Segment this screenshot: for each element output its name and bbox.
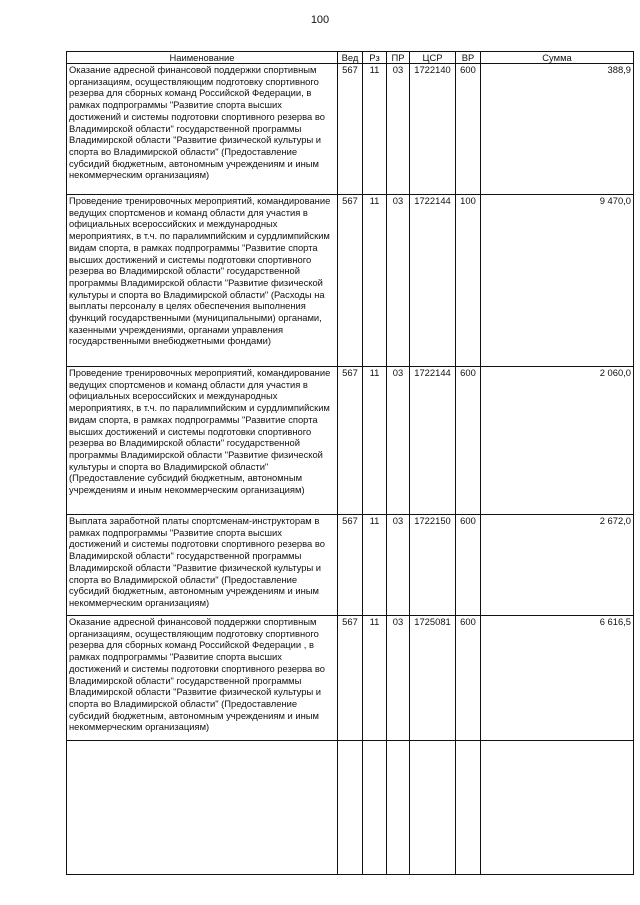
- cell-sum: 388,9: [481, 64, 634, 195]
- cell-ved: 567: [338, 195, 363, 367]
- cell-rz: 11: [363, 195, 387, 367]
- cell-ved: [338, 741, 363, 875]
- cell-vr: [456, 741, 481, 875]
- cell-name: Оказание адресной финансовой поддержки спортивным организациям, осуществляющим подготовку спортивного резерва для сборных команд Российской Федерации, в рамках подпрограммы "Развитие спорта высших достижений и системы подготовки спортивного резерва во Владимирской области" государственной программы Владимирской области "Развитие физической культуры и спорта во Владимирской области" (Предоставление субсидий бюджетным, автономным учреждениям и иным некоммерческим организациям): [67, 64, 338, 195]
- header-sum: Сумма: [481, 52, 634, 64]
- cell-csr: 1722140: [410, 64, 456, 195]
- header-name: Наименование: [67, 52, 338, 64]
- cell-csr: 1722150: [410, 515, 456, 616]
- cell-vr: 600: [456, 64, 481, 195]
- table-row: [67, 515, 634, 616]
- cell-sum: [481, 741, 634, 875]
- table-row: [67, 616, 634, 741]
- cell-rz: 11: [363, 515, 387, 616]
- cell-vr: 600: [456, 515, 481, 616]
- cell-name: Проведение тренировочных мероприятий, командирование ведущих спортсменов и команд области для участия в официальных всероссийских и международных мероприятиях, в т.ч. по паралимпийским и сурдлимпийским видам спорта, в рамках подпрограммы "Развитие спорта высших достижений и системы подготовки спортивного резерва во Владимирской области" государственной программы Владимирской области "Развитие физической культуры и спорта во Владимирской области" (Расходы на выплаты персоналу в целях обеспечения выполнения функций государственными (муниципальными) органами, казенными учреждениями, органами управления государственными внебюджетными фондами): [67, 195, 338, 367]
- table-row-empty: [67, 741, 634, 875]
- cell-csr: 1725081: [410, 616, 456, 741]
- budget-table: [66, 51, 634, 875]
- cell-ved: 567: [338, 616, 363, 741]
- cell-vr: 600: [456, 367, 481, 515]
- cell-name: Проведение тренировочных мероприятий, командирование ведущих спортсменов и команд области для участия в официальных всероссийских и международных мероприятиях, в т.ч. по паралимпийским и сурдлимпийским видам спорта, в рамках подпрограммы "Развитие спорта высших достижений и системы подготовки спортивного резерва во Владимирской области" государственной программы Владимирской области "Развитие физической культуры и спорта во Владимирской области" (Предоставление субсидий бюджетным, автономным учреждениям и иным некоммерческим организациям): [67, 367, 338, 515]
- cell-rz: 11: [363, 367, 387, 515]
- cell-pr: 03: [387, 64, 410, 195]
- cell-name: Оказание адресной финансовой поддержки спортивным организациям, осуществляющим подготовку спортивного резерва для сборных команд Российской Федерации , в рамках подпрограммы "Развитие спорта высших достижений и системы подготовки спортивного резерва во Владимирской области" государственной программы Владимирской области "Развитие физической культуры и спорта во Владимирской области" (Предоставление субсидий бюджетным, автономным учреждениям и иным некоммерческим организациям): [67, 616, 338, 741]
- cell-ved: 567: [338, 64, 363, 195]
- cell-sum: 9 470,0: [481, 195, 634, 367]
- table-header-row: [67, 52, 634, 64]
- cell-csr: 1722144: [410, 195, 456, 367]
- header-ved: Вед: [338, 52, 363, 64]
- cell-name: [67, 741, 338, 875]
- cell-sum: 2 672,0: [481, 515, 634, 616]
- table-row: [67, 64, 634, 195]
- cell-pr: 03: [387, 616, 410, 741]
- cell-csr: 1722144: [410, 367, 456, 515]
- cell-pr: 03: [387, 515, 410, 616]
- cell-vr: 100: [456, 195, 481, 367]
- cell-pr: 03: [387, 367, 410, 515]
- header-csr: ЦСР: [410, 52, 456, 64]
- cell-sum: 2 060,0: [481, 367, 634, 515]
- cell-rz: 11: [363, 64, 387, 195]
- cell-rz: [363, 741, 387, 875]
- cell-vr: 600: [456, 616, 481, 741]
- cell-csr: [410, 741, 456, 875]
- cell-name: Выплата заработной платы спортсменам-инструкторам в рамках подпрограммы "Развитие спорта высших достижений и системы подготовки спортивного резерва во Владимирской области" государственной программы Владимирской области "Развитие физической культуры и спорта во Владимирской области" (Предоставление субсидий бюджетным, автономным учреждениям и иным некоммерческим организациям): [67, 515, 338, 616]
- cell-ved: 567: [338, 367, 363, 515]
- header-rz: Рз: [363, 52, 387, 64]
- table-row: [67, 367, 634, 515]
- cell-sum: 6 616,5: [481, 616, 634, 741]
- cell-pr: 03: [387, 195, 410, 367]
- header-vr: ВР: [456, 52, 481, 64]
- header-pr: ПР: [387, 52, 410, 64]
- cell-ved: 567: [338, 515, 363, 616]
- cell-rz: 11: [363, 616, 387, 741]
- cell-pr: [387, 741, 410, 875]
- page-number: 100: [310, 14, 330, 26]
- table-row: [67, 195, 634, 367]
